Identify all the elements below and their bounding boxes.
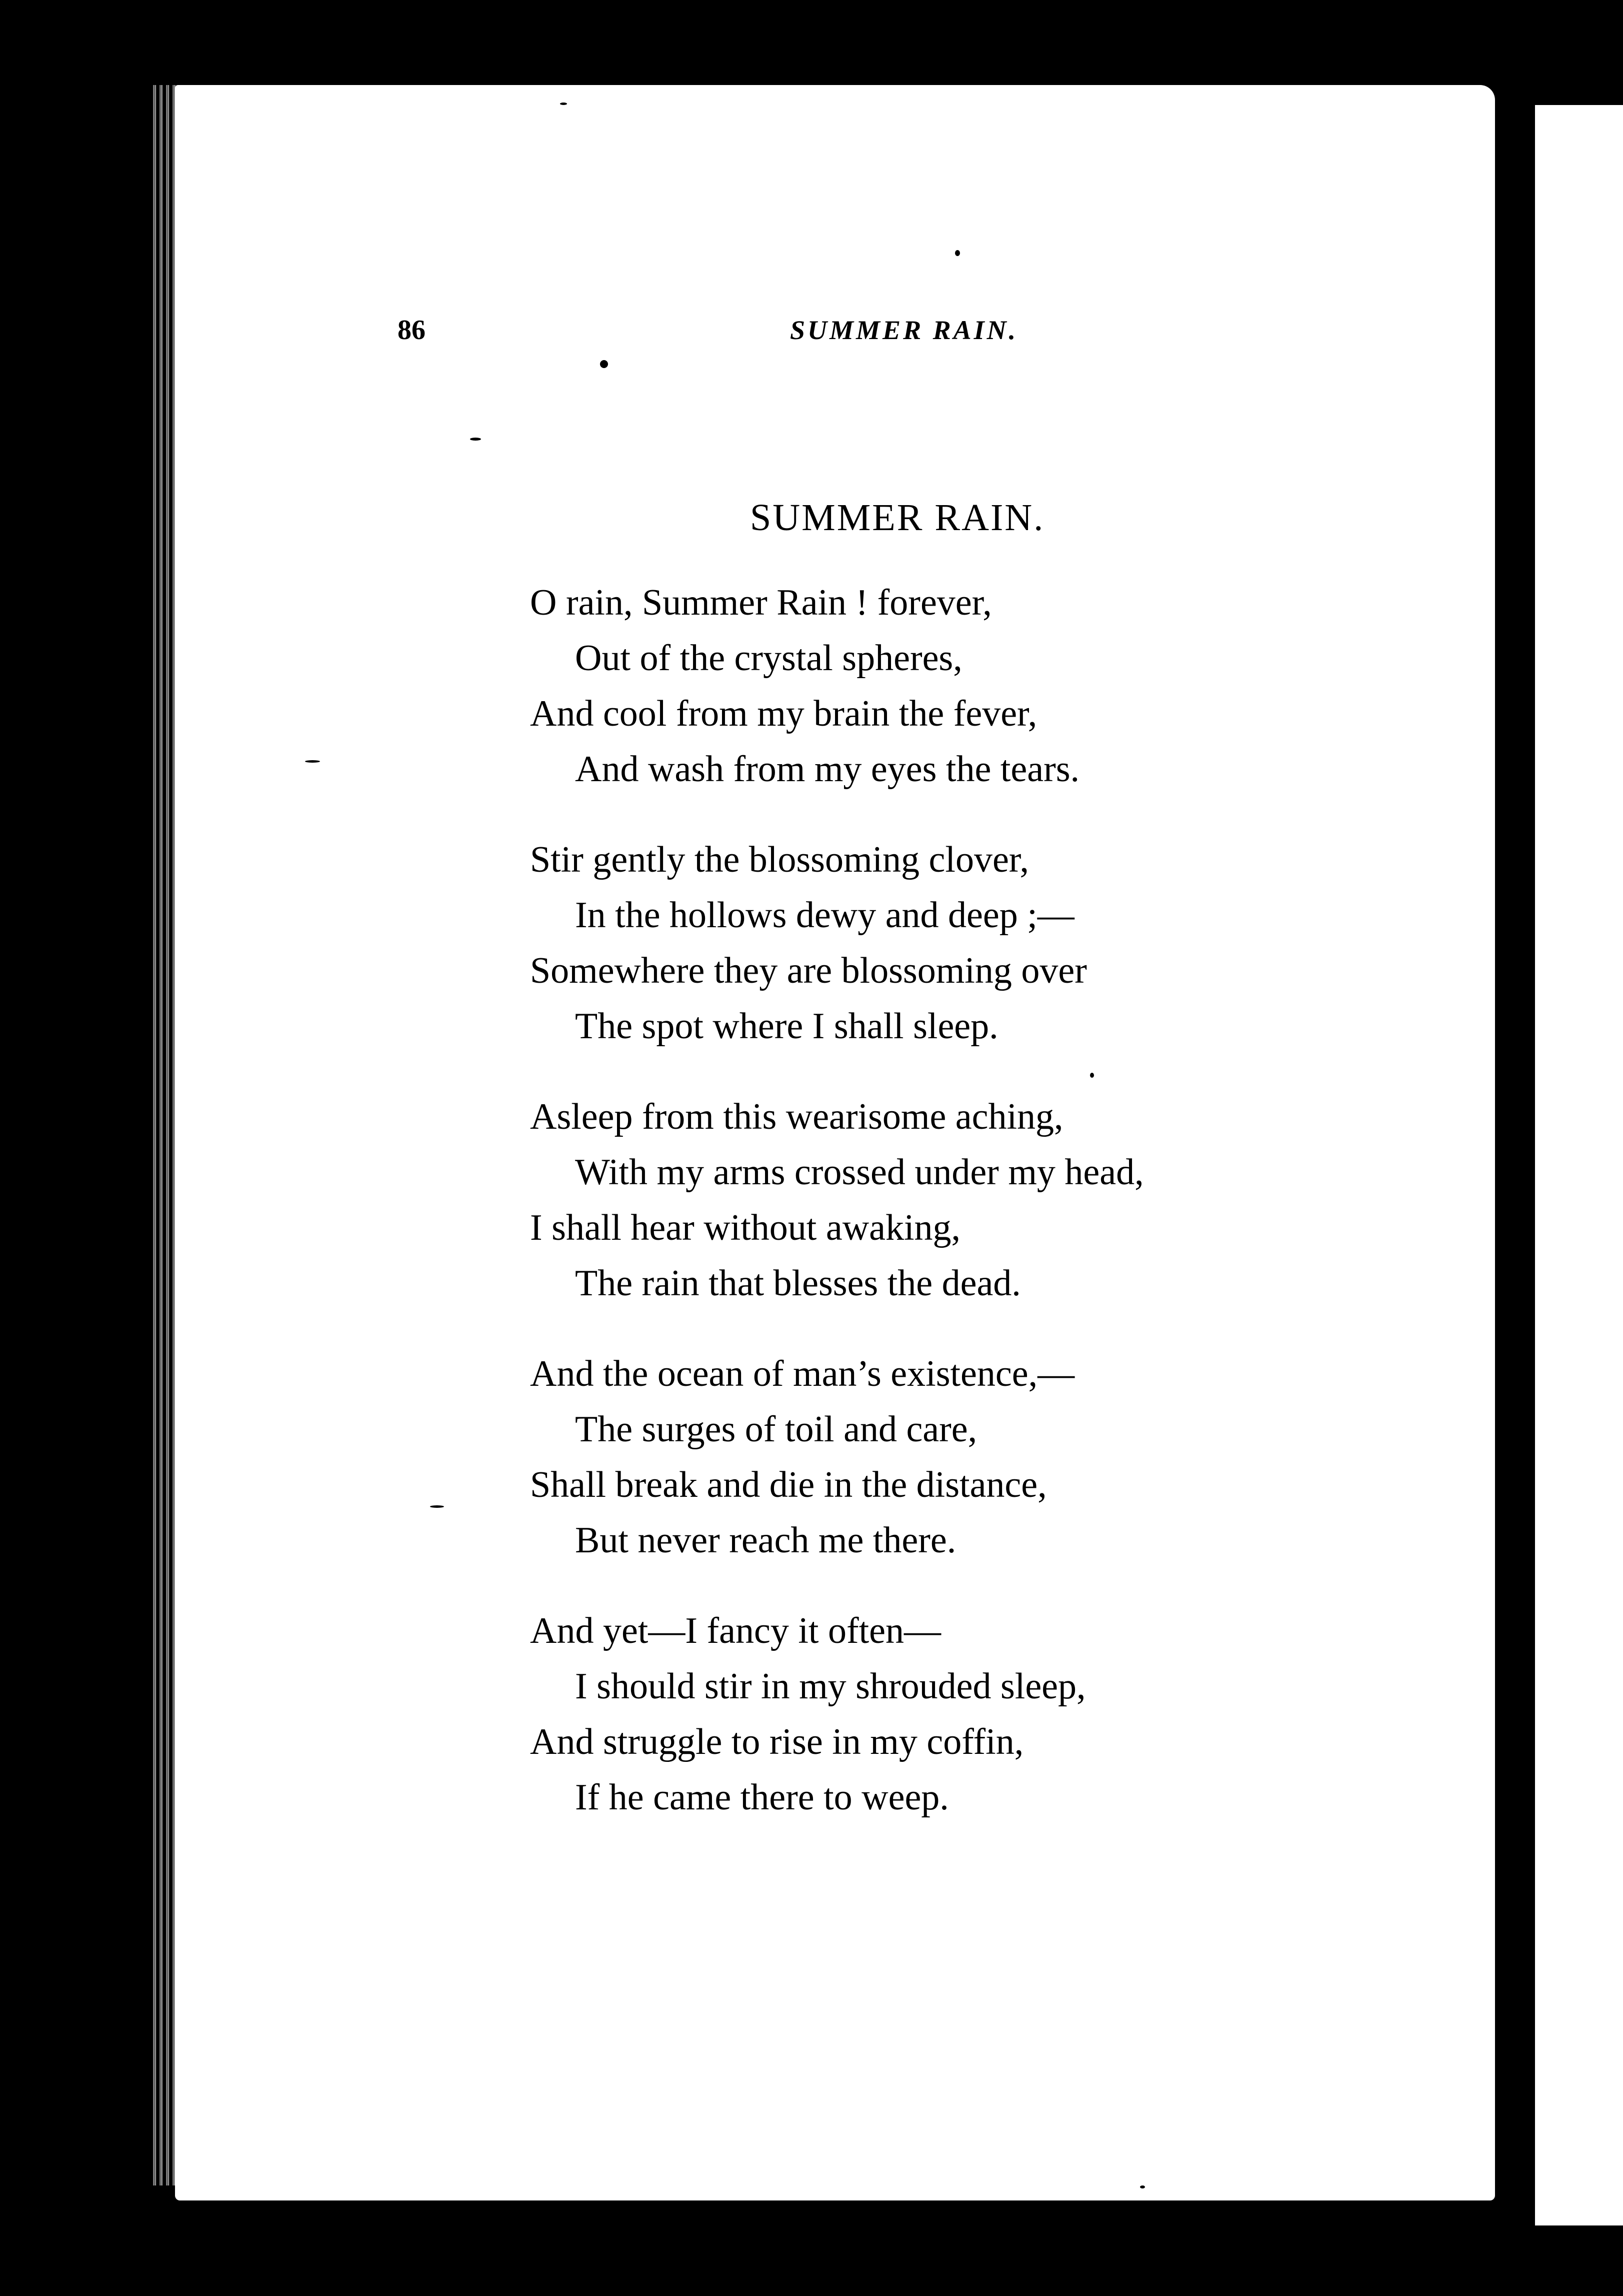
poem-line: And yet—I fancy it often— (530, 1610, 941, 1651)
poem-line: And struggle to rise in my coffin, (530, 1721, 1024, 1762)
stanza (530, 1603, 1340, 1825)
page-number: 86 (398, 315, 426, 346)
poem-line: If he came there to weep. (575, 1777, 949, 1818)
poem-line: But never reach me there. (575, 1520, 956, 1561)
poem-title: SUMMER RAIN. (750, 497, 1045, 539)
running-head (0, 310, 1623, 350)
poem-line: And the ocean of man’s existence,— (530, 1353, 1075, 1394)
poem-line: The surges of toil and care, (575, 1409, 978, 1450)
running-title: SUMMER RAIN. (790, 315, 1018, 345)
poem-body (530, 575, 1340, 1860)
scan-speck (955, 250, 960, 256)
poem-line: Stir gently the blossoming clover, (530, 839, 1029, 880)
scan-speck (1140, 2185, 1145, 2188)
page-gutter-shadow (1505, 105, 1535, 2225)
poem-line: Out of the crystal spheres, (575, 638, 962, 679)
poem-line: O rain, Summer Rain ! forever, (530, 582, 992, 623)
poem-line: The spot where I shall sleep. (575, 1006, 998, 1047)
scan-speck (600, 360, 608, 368)
scan-speck (560, 103, 567, 105)
poem-line: In the hollows dewy and deep ;— (575, 895, 1074, 936)
stanza (530, 1089, 1340, 1311)
poem-line: With my arms crossed under my head, (575, 1152, 1144, 1193)
scan-speck (305, 760, 320, 763)
poem-line: Somewhere they are blossoming over (530, 950, 1087, 991)
stanza (530, 832, 1340, 1054)
facing-page-edge (1535, 105, 1623, 2225)
scan-speck (430, 1505, 444, 1508)
poem-line: Shall break and die in the distance, (530, 1464, 1047, 1505)
poem-line: The rain that blesses the dead. (575, 1263, 1021, 1304)
poem-line: And cool from my brain the fever, (530, 693, 1038, 734)
poem-line: And wash from my eyes the tears. (575, 749, 1080, 790)
scan-speck (470, 438, 481, 441)
poem-line: I should stir in my shrouded sleep, (575, 1666, 1086, 1707)
poem-line: Asleep from this wearisome aching, (530, 1096, 1064, 1137)
stanza (530, 1346, 1340, 1568)
stanza (530, 575, 1340, 797)
poem-line: I shall hear without awaking, (530, 1207, 961, 1248)
scan-speck (1090, 1073, 1094, 1078)
